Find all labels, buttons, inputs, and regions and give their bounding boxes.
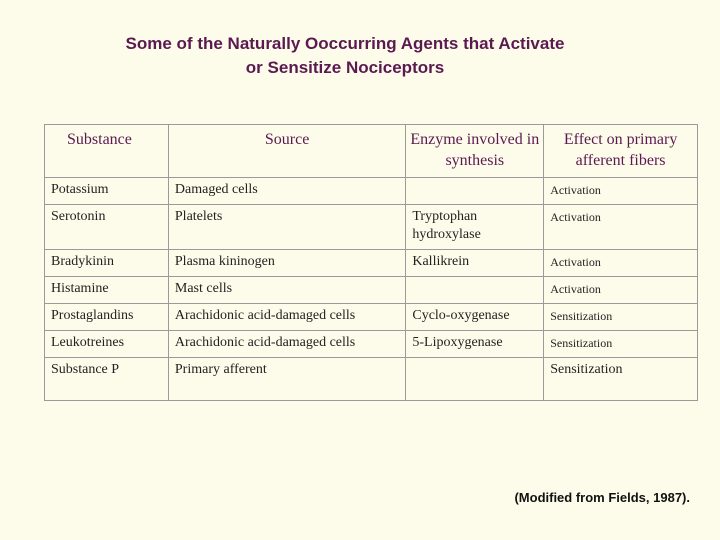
- slide-title: [0, 32, 690, 80]
- cell-effect: Sensitization: [544, 304, 698, 331]
- cell-substance: Prostaglandins: [45, 304, 169, 331]
- header-source: Source: [168, 125, 405, 178]
- nociceptor-agents-table: [44, 124, 698, 401]
- cell-effect: Activation: [544, 178, 698, 205]
- header-substance: Substance: [45, 125, 169, 178]
- table-row: [45, 178, 698, 205]
- table-row: [45, 331, 698, 358]
- header-effect: Effect on primary afferent fibers: [544, 125, 698, 178]
- cell-source: Arachidonic acid-damaged cells: [168, 331, 405, 358]
- cell-source: Damaged cells: [168, 178, 405, 205]
- cell-source: Plasma kininogen: [168, 250, 405, 277]
- cell-effect: Sensitization: [544, 331, 698, 358]
- cell-effect: Activation: [544, 277, 698, 304]
- cell-substance: Leukotreines: [45, 331, 169, 358]
- table-row: [45, 304, 698, 331]
- cell-enzyme: Kallikrein: [406, 250, 544, 277]
- cell-enzyme: [406, 178, 544, 205]
- cell-substance: Serotonin: [45, 205, 169, 250]
- table-row: [45, 277, 698, 304]
- cell-substance: Substance P: [45, 358, 169, 401]
- cell-source: Arachidonic acid-damaged cells: [168, 304, 405, 331]
- cell-effect: Sensitization: [544, 358, 698, 401]
- header-enzyme: Enzyme involved in synthesis: [406, 125, 544, 178]
- cell-effect: Activation: [544, 250, 698, 277]
- title-line-1: Some of the Naturally Ooccurring Agents that Activate: [125, 34, 565, 53]
- cell-source: Primary afferent: [168, 358, 405, 401]
- table-row: [45, 358, 698, 401]
- table-row: [45, 250, 698, 277]
- cell-enzyme: Cyclo-oxygenase: [406, 304, 544, 331]
- cell-substance: Histamine: [45, 277, 169, 304]
- title-line-2: or Sensitize Nociceptors: [245, 58, 445, 77]
- cell-effect: Activation: [544, 205, 698, 250]
- cell-enzyme: 5-Lipoxygenase: [406, 331, 544, 358]
- cell-substance: Bradykinin: [45, 250, 169, 277]
- cell-source: Mast cells: [168, 277, 405, 304]
- cell-substance: Potassium: [45, 178, 169, 205]
- cell-enzyme: [406, 358, 544, 401]
- cell-enzyme: [406, 277, 544, 304]
- cell-enzyme: Tryptophan hydroxylase: [406, 205, 544, 250]
- cell-source: Platelets: [168, 205, 405, 250]
- table-row: [45, 205, 698, 250]
- source-footnote: (Modified from Fields, 1987).: [514, 490, 690, 505]
- table-header-row: [45, 125, 698, 178]
